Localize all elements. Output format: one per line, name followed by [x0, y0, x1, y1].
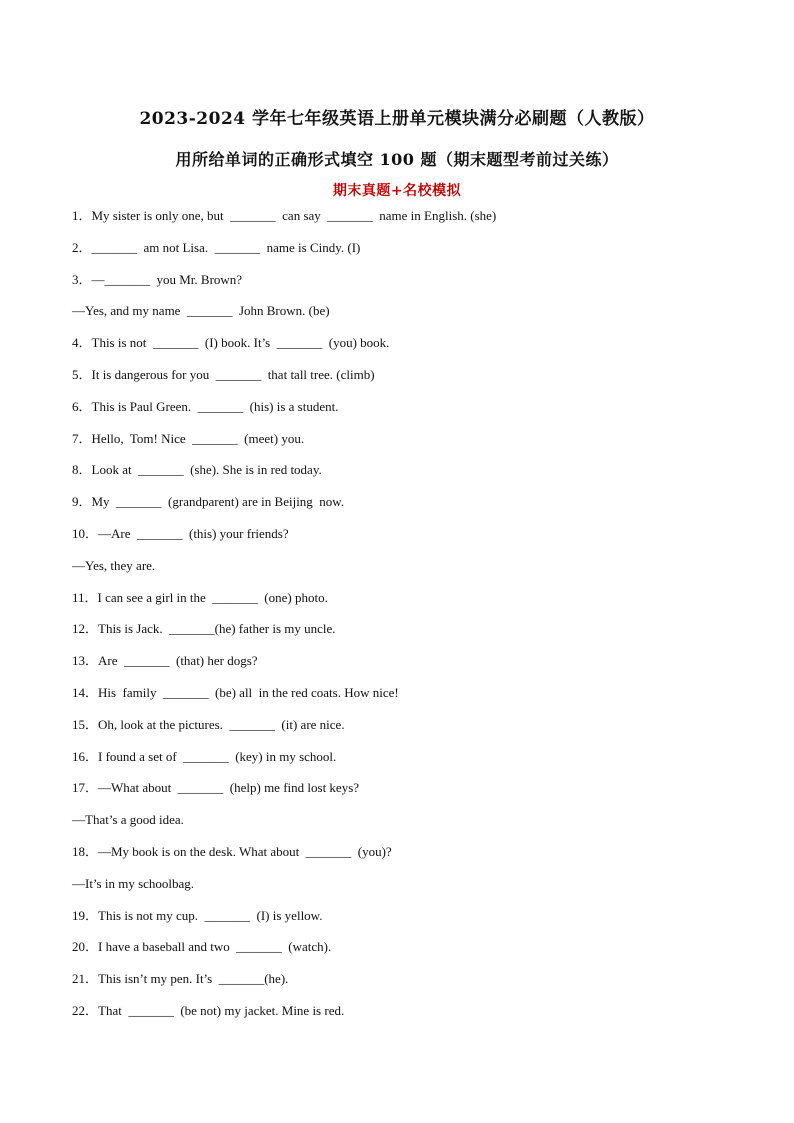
question-11: 11．I can see a girl in the _______ (one) photo.	[72, 589, 328, 605]
question-18-reply: —It’s in my schoolbag.	[72, 875, 195, 891]
question-13: 13．Are _______ (that) her dogs?	[72, 653, 258, 669]
question-6: 6．This is Paul Green. _______ (his) is a student.	[72, 398, 339, 414]
section-tag: 期末真题+名校模拟	[332, 183, 462, 199]
question-3: 3．—_______ you Mr. Brown?	[72, 271, 243, 287]
question-5: 5．It is dangerous for you _______ that tall tree. (climb)	[72, 366, 375, 382]
question-7: 7．Hello, Tom! Nice _______ (meet) you.	[72, 430, 305, 446]
question-22: 22．That _______ (be not) my jacket. Mine is red.	[72, 1002, 345, 1018]
question-3-reply: —Yes, and my name _______ John Brown. (be)	[72, 303, 330, 319]
question-14: 14．His family _______ (be) all in the red coats. How nice!	[72, 684, 399, 700]
question-21: 21．This isn’t my pen. It’s _______(he).	[72, 971, 289, 987]
sub-title: 用所给单词的正确形式填空 100 题（期末题型考前过关练）	[175, 150, 619, 169]
question-18: 18．—My book is on the desk. What about _______ (you)?	[72, 843, 392, 859]
question-16: 16．I found a set of _______ (key) in my school.	[72, 748, 337, 764]
question-17: 17．—What about _______ (help) me find lost keys?	[72, 780, 360, 796]
main-title: 2023-2024 学年七年级英语上册单元模块满分必刷题（人教版）	[139, 109, 655, 129]
question-15: 15．Oh, look at the pictures. _______ (it) are nice.	[72, 716, 345, 732]
question-17-reply: —That’s a good idea.	[72, 812, 184, 828]
question-19: 19．This is not my cup. _______ (I) is yellow.	[72, 907, 323, 923]
question-9: 9．My _______ (grandparent) are in Beijing now.	[72, 494, 345, 510]
question-4: 4．This is not _______ (I) book. It’s _______ (you) book.	[72, 335, 390, 351]
question-list	[72, 205, 732, 1032]
question-2: 2．_______ am not Lisa. _______ name is Cindy. (I)	[72, 239, 361, 255]
question-10: 10．—Are _______ (this) your friends?	[72, 525, 289, 541]
question-12: 12．This is Jack. _______(he) father is my uncle.	[72, 621, 336, 637]
question-20: 20．I have a baseball and two _______ (watch).	[72, 939, 332, 955]
question-10-reply: —Yes, they are.	[72, 557, 156, 573]
question-8: 8．Look at _______ (she). She is in red today.	[72, 462, 322, 478]
question-1: 1．My sister is only one, but _______ can say _______ name in English. (she)	[72, 208, 497, 223]
